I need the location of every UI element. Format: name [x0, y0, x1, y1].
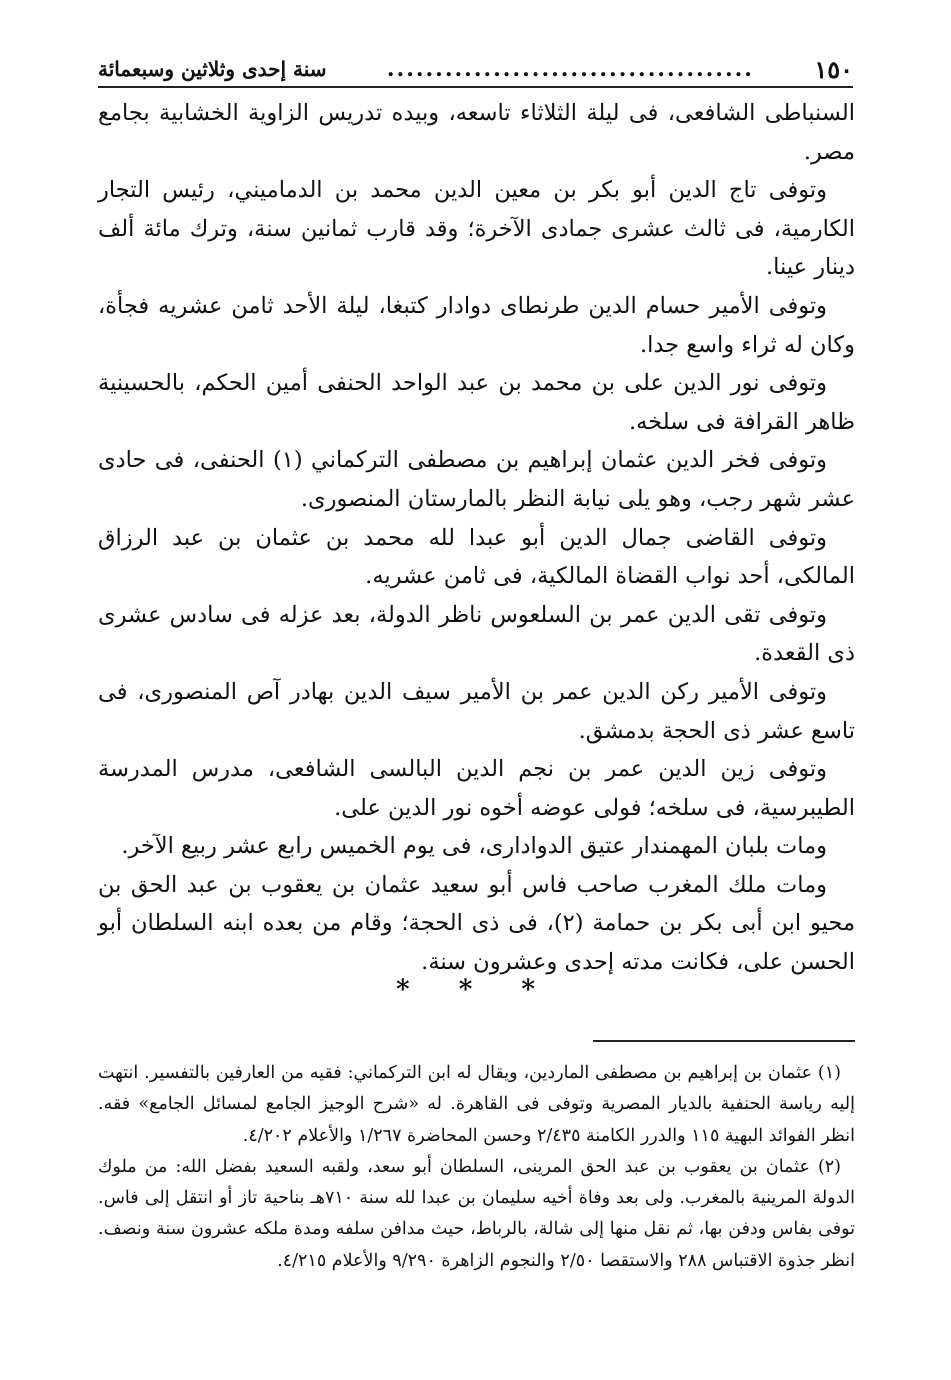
page-number: ١٥٠ — [814, 54, 853, 84]
header-dots: ...................................... — [386, 56, 754, 82]
paragraph: ومات ملك المغرب صاحب فاس أبو سعيد عثمان بن يعقوب بن عبد الحق بن محيو ابن أبى بكر بن حمامة (٢)، فى ذى الحجة؛ وقام من بعده ابنه السلطان أبو الحسن على، فكانت مدته إحدى وعشرون سنة. — [98, 871, 856, 976]
footnote: (٢) عثمان بن يعقوب بن عبد الحق المرينى، السلطان أبو سعد، ولقبه السعيد بفضل الله: من ملوك الدولة المرينية بالمغرب. ولى بعد وفاة أخيه سليمان بن عبدا لله سنة ٧١٠هـ بناحية تاز أو انتقل إلى فاس. توفى بفاس ودفن بها، ثم نقل منها إلى شالة، بالرباط، حيث مدافن سلفه ومدة ملكه عشرون سنة ونصف. انظر جذوة الاقتباس ٢٨٨ والاستقصا ٢/٥٠ والنجوم الزاهرة ٩/٢٩٠ والأعلام ٤/٢١٥. — [98, 1156, 856, 1271]
footnotes — [98, 1058, 855, 1277]
running-header — [98, 52, 853, 88]
paragraph: وتوفى تقى الدين عمر بن السلعوس ناظر الدولة، بعد عزله فى سادس عشرى ذى القعدة. — [98, 601, 855, 667]
header-title: سنة إحدى وثلاثين وسبعمائة — [98, 57, 327, 81]
section-separator: * * * — [396, 975, 555, 1005]
main-text — [98, 94, 855, 982]
footnote: (١) عثمان بن إبراهيم بن مصطفى الماردين، ويقال له ابن التركماني: فقيه من العارفين بالتفسير. انتهت إليه رياسة الحنفية بالديار المصرية وتوفى فى القاهرة. له «شرح الوجيز الجامع لمسائل الجامع» فقه. انظر الفوائد البهية ١١٥ والدرر الكامنة ٢/٤٣٥ وحسن المحاضرة ١/٢٦٧ والأعلام ٤/٢٠٢. — [98, 1063, 855, 1146]
paragraph: وتوفى نور الدين على بن محمد بن عبد الواحد الحنفى أمين الحكم، بالحسينية ظاهر القرافة فى سلخه. — [98, 370, 855, 435]
paragraph: وتوفى الأمير ركن الدين عمر بن الأمير سيف الدين بهادر آص المنصورى، فى تاسع عشر ذى الحجة بدمشق. — [98, 678, 855, 744]
paragraph: وتوفى زين الدين عمر بن نجم الدين البالسى الشافعى، مدرس المدرسة الطيبرسية، فى سلخه؛ فولى عوضه أخوه نور الدين على. — [98, 756, 855, 821]
paragraph: وتوفى تاج الدين أبو بكر بن معين الدين محمد بن الدماميني، رئيس التجار الكارمية، فى ثالث عشرى جمادى الآخرة؛ وقد قارب ثمانين سنة، وترك مائة ألف دينار عينا. — [98, 177, 855, 281]
paragraph: وتوفى فخر الدين عثمان إبراهيم بن مصطفى التركماني (١) الحنفى، فى حادى عشر شهر رجب، وهو يلى نيابة النظر بالمارستان المنصورى. — [98, 447, 855, 512]
paragraph: وتوفى القاضى جمال الدين أبو عبدا لله محمد بن عثمان بن عبد الرزاق المالكى، أحد نواب القضاة المالكية، فى ثامن عشريه. — [98, 524, 855, 590]
paragraph: السنباطى الشافعى، فى ليلة الثلاثاء تاسعه، وبيده تدريس الزاوية الخشابية بجامع مصر. — [98, 100, 855, 165]
paragraph: ومات بلبان المهمندار عتيق الدوادارى، فى يوم الخميس رابع عشر ربيع الآخر. — [121, 833, 827, 860]
footnote-rule — [593, 1040, 855, 1042]
paragraph: وتوفى الأمير حسام الدين طرنطاى دوادار كتبغا، ليلة الأحد ثامن عشريه فجأة، وكان له ثراء واسع جدا. — [98, 292, 855, 358]
